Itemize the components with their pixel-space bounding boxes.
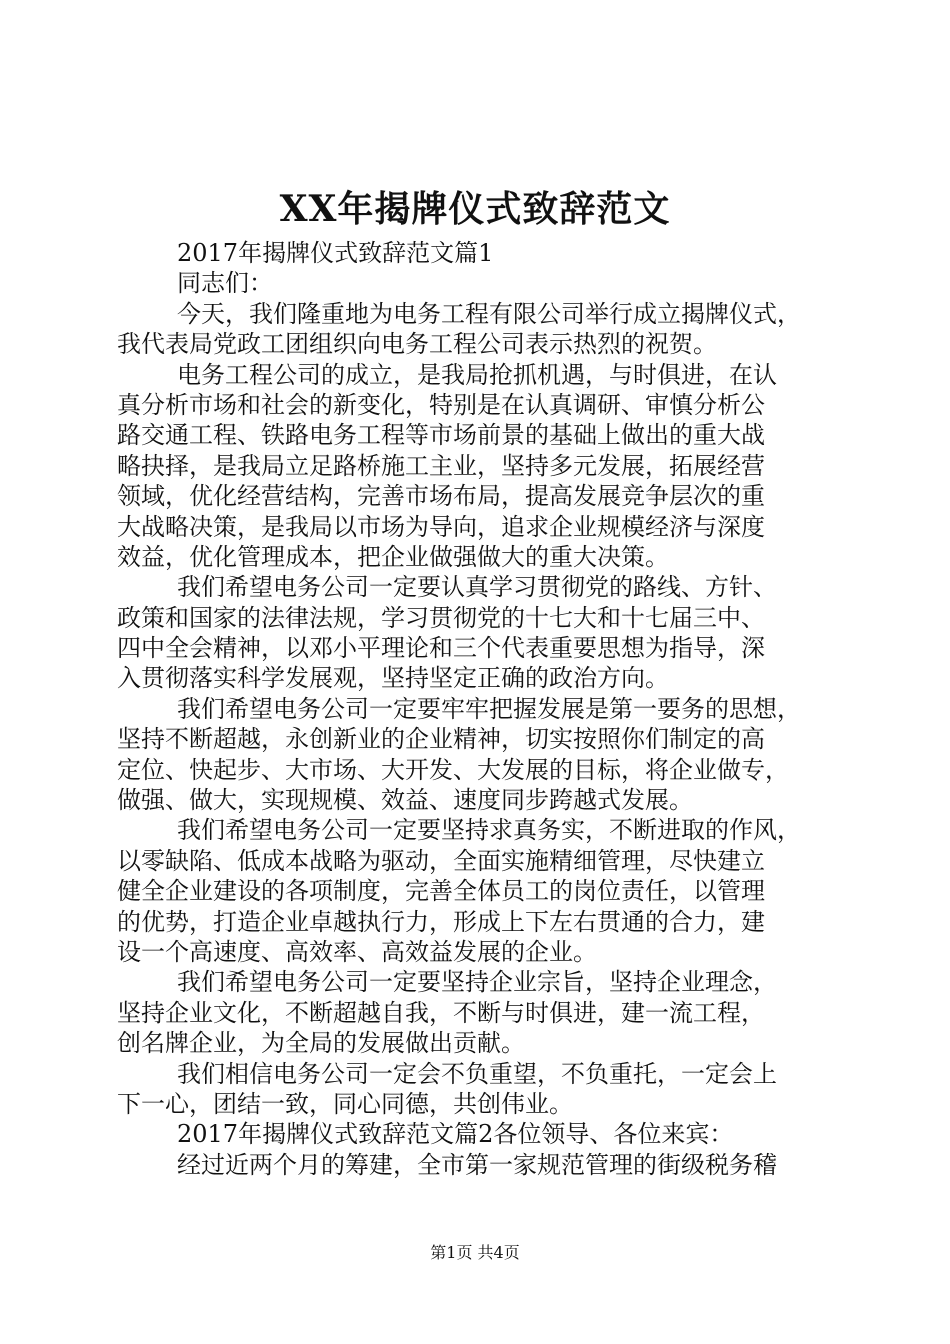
text-line: 我们相信电务公司一定会不负重望，不负重托，一定会上	[177, 1059, 777, 1088]
text-line: 我们希望电务公司一定要牢牢把握发展是第一要务的思想，	[177, 694, 801, 723]
text-line: 做强、做大，实现规模、效益、速度同步跨越式发展。	[117, 786, 693, 815]
text-line: 我们希望电务公司一定要坚持企业宗旨，坚持企业理念，	[177, 968, 777, 997]
text-line: 我们希望电务公司一定要坚持求真务实，不断进取的作风，	[177, 816, 801, 845]
text-line: 大战略决策，是我局以市场为导向，追求企业规模经济与深度	[117, 512, 765, 541]
text-line: 入贯彻落实科学发展观，坚持坚定正确的政治方向。	[117, 664, 669, 693]
text-line: 路交通工程、铁路电务工程等市场前景的基础上做出的重大战	[117, 421, 765, 450]
text-line: 真分析市场和社会的新变化，特别是在认真调研、审慎分析公	[117, 390, 765, 419]
text-line: 经过近两个月的筹建，全市第一家规范管理的街级税务稽	[177, 1150, 777, 1179]
text-line: 创名牌企业，为全局的发展做出贡献。	[117, 1029, 525, 1058]
text-line: 我代表局党政工团组织向电务工程公司表示热烈的祝贺。	[117, 330, 717, 359]
text-line: 电务工程公司的成立，是我局抢抓机遇，与时俱进，在认	[177, 360, 777, 389]
text-line: 设一个高速度、高效率、高效益发展的企业。	[117, 937, 597, 966]
text-line: 效益，优化管理成本，把企业做强做大的重大决策。	[117, 542, 669, 571]
text-line: 今天，我们隆重地为电务工程有限公司举行成立揭牌仪式，	[177, 299, 801, 328]
text-line: 四中全会精神，以邓小平理论和三个代表重要思想为指导，深	[117, 634, 765, 663]
text-line: 同志们：	[177, 269, 273, 298]
text-line: 的优势，打造企业卓越执行力，形成上下左右贯通的合力，建	[117, 907, 765, 936]
text-line: 健全企业建设的各项制度，完善全体员工的岗位责任，以管理	[117, 877, 765, 906]
document-body	[117, 238, 847, 1180]
text-line: 政策和国家的法律法规，学习贯彻党的十七大和十七届三中、	[117, 603, 765, 632]
text-line: 坚持企业文化，不断超越自我，不断与时俱进，建一流工程，	[117, 998, 765, 1027]
text-line: 略抉择，是我局立足路桥施工主业，坚持多元发展，拓展经营	[117, 451, 765, 480]
text-line: 下一心，团结一致，同心同德，共创伟业。	[117, 1089, 573, 1118]
text-line: 我们希望电务公司一定要认真学习贯彻党的路线、方针、	[177, 573, 777, 602]
text-line: 2017年揭牌仪式致辞范文篇2各位领导、各位来宾：	[177, 1120, 734, 1149]
text-line: 定位、快起步、大市场、大开发、大发展的目标，将企业做专，	[117, 755, 789, 784]
page-footer: 第1页 共4页	[430, 1243, 520, 1262]
document-title: XX年揭牌仪式致辞范文	[279, 188, 671, 230]
text-line: 坚持不断超越，永创新业的企业精神，切实按照你们制定的高	[117, 725, 765, 754]
text-line: 领域，优化经营结构，完善市场布局，提高发展竞争层次的重	[117, 482, 765, 511]
text-line: 以零缺陷、低成本战略为驱动，全面实施精细管理，尽快建立	[117, 846, 765, 875]
text-line: 2017年揭牌仪式致辞范文篇1	[177, 239, 494, 267]
